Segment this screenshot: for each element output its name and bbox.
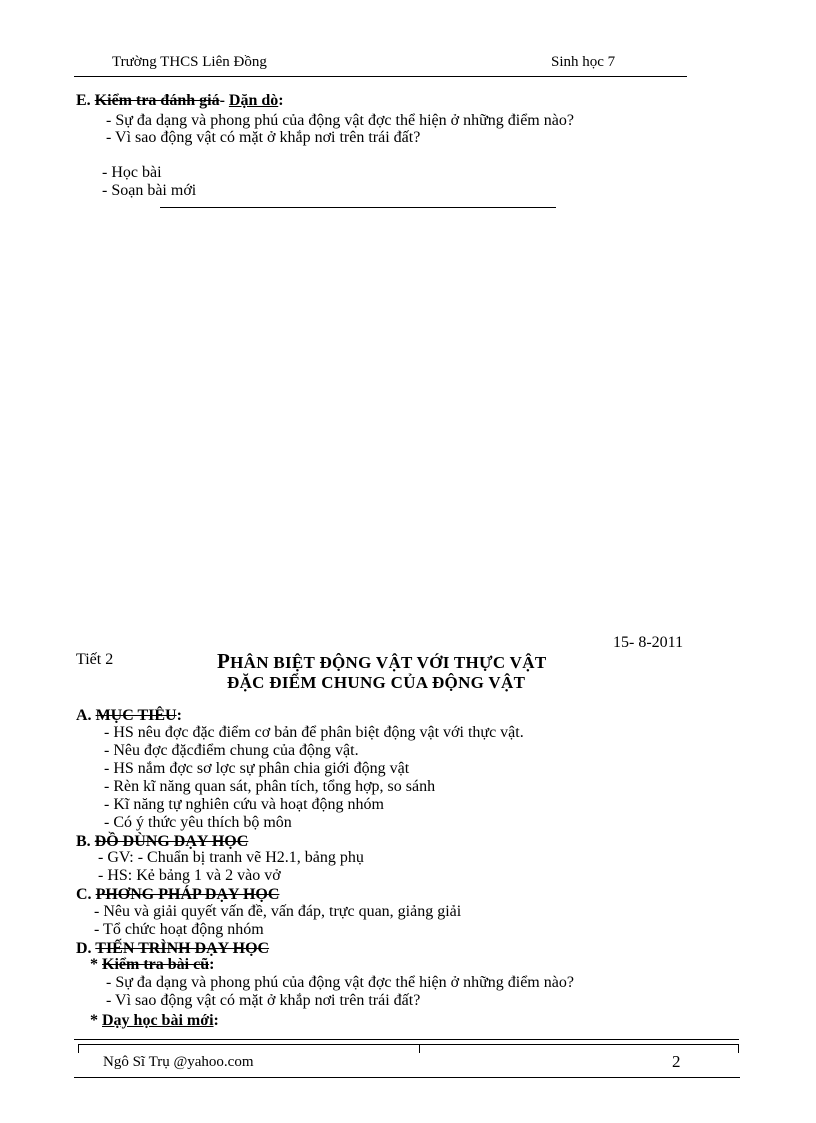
lesson-period: Tiết 2	[76, 651, 114, 668]
section-a-title: MỤC TIÊU	[95, 707, 177, 724]
section-e-homework-1: - Học bài	[102, 164, 162, 181]
section-c-letter: C.	[76, 886, 92, 903]
section-a-item-3: - HS nắm đợc sơ lợc sự phân chia giới động vật	[104, 760, 410, 777]
section-d-new-title: Dạy học bài mới	[102, 1012, 214, 1029]
section-e-letter: E.	[76, 92, 91, 109]
section-b-item-2: - HS: Kẻ bảng 1 và 2 vào vở	[98, 867, 281, 884]
lesson-title-initial: P	[217, 649, 231, 673]
table-cell-left	[78, 1044, 420, 1053]
header-subject: Sinh học 7	[551, 54, 616, 70]
section-d-review-title: Kiểm tra bài cũ	[102, 956, 210, 973]
section-c-item-2: - Tổ chức hoạt động nhóm	[94, 921, 264, 938]
section-b-item-1: - GV: - Chuẩn bị tranh vẽ H2.1, bảng phụ	[98, 849, 364, 866]
section-e-question-1: - Sự đa dạng và phong phú của động vật đợc thể hiện ở những điểm nào?	[106, 112, 574, 129]
header-rule	[74, 76, 687, 77]
section-a-colon: :	[176, 707, 182, 724]
section-e-heading	[76, 92, 284, 110]
section-e-separator: -	[219, 92, 225, 109]
section-e-title-2: Dặn dò	[228, 92, 279, 109]
section-a-heading	[76, 707, 182, 725]
section-a-item-5: - Kĩ năng tự nghiên cứu và hoạt động nhóm	[104, 796, 384, 813]
header-school: Trường THCS Liên Đồng	[112, 54, 267, 70]
section-d-new-colon: :	[213, 1012, 219, 1029]
section-e-colon: :	[278, 92, 284, 109]
section-c-item-1: - Nêu và giải quyết vấn đề, vấn đáp, trực quan, giảng giải	[94, 903, 462, 920]
lesson-title-line-2: ĐẶC ĐIỂM CHUNG CỦA ĐỘNG VẬT	[227, 673, 526, 692]
section-c-heading	[76, 886, 279, 904]
section-e-homework-2: - Soạn bài mới	[102, 182, 197, 199]
section-d-title: TIẾN TRÌNH DẠY HỌC	[95, 940, 270, 957]
section-b-letter: B.	[76, 833, 91, 850]
footer-rule	[74, 1077, 740, 1078]
section-d-letter: D.	[76, 940, 92, 957]
section-a-item-6: - Có ý thức yêu thích bộ môn	[104, 814, 292, 831]
lesson-date: 15- 8-2011	[613, 634, 684, 651]
section-a-item-1: - HS nêu đợc đặc điểm cơ bản để phân biệt động vật với thực vật.	[104, 724, 524, 741]
lesson-title-line-1	[217, 649, 546, 674]
section-a-letter: A.	[76, 707, 92, 724]
section-d-review-item-2: - Vì sao động vật có mặt ở khắp nơi trên trái đất?	[106, 992, 421, 1009]
section-d-review-colon: :	[209, 956, 215, 973]
footer-author: Ngô Sĩ Trụ @yahoo.com	[103, 1054, 254, 1070]
section-d-new-star: *	[90, 1012, 98, 1029]
section-e-question-2: - Vì sao động vật có mặt ở khắp nơi trên trái đất?	[106, 129, 421, 146]
section-d-review-star: *	[90, 956, 98, 973]
section-d-review-item-1: - Sự đa dạng và phong phú của động vật đợc thể hiện ở những điểm nào?	[106, 974, 574, 991]
table-top-rule	[74, 1039, 739, 1040]
section-divider	[160, 207, 556, 208]
section-a-item-4: - Rèn kĩ năng quan sát, phân tích, tổng hợp, so sánh	[104, 778, 436, 795]
section-d-review-heading	[90, 956, 214, 974]
page-number: 2	[672, 1052, 681, 1071]
section-d-new-heading	[90, 1012, 219, 1030]
section-e-title-1: Kiểm tra đánh giá	[94, 92, 220, 109]
section-a-item-2: - Nêu đợc đặcđiểm chung của động vật.	[104, 742, 359, 759]
section-b-title: ĐỒ DÙNG DẠY HỌC	[94, 833, 249, 850]
section-c-title: PHƠNG PHÁP DẠY HỌC	[95, 886, 280, 903]
table-cell-right	[418, 1044, 739, 1053]
lesson-title-rest: HÂN BIỆT ĐỘNG VẬT VỚI THỰC VẬT	[230, 653, 547, 672]
